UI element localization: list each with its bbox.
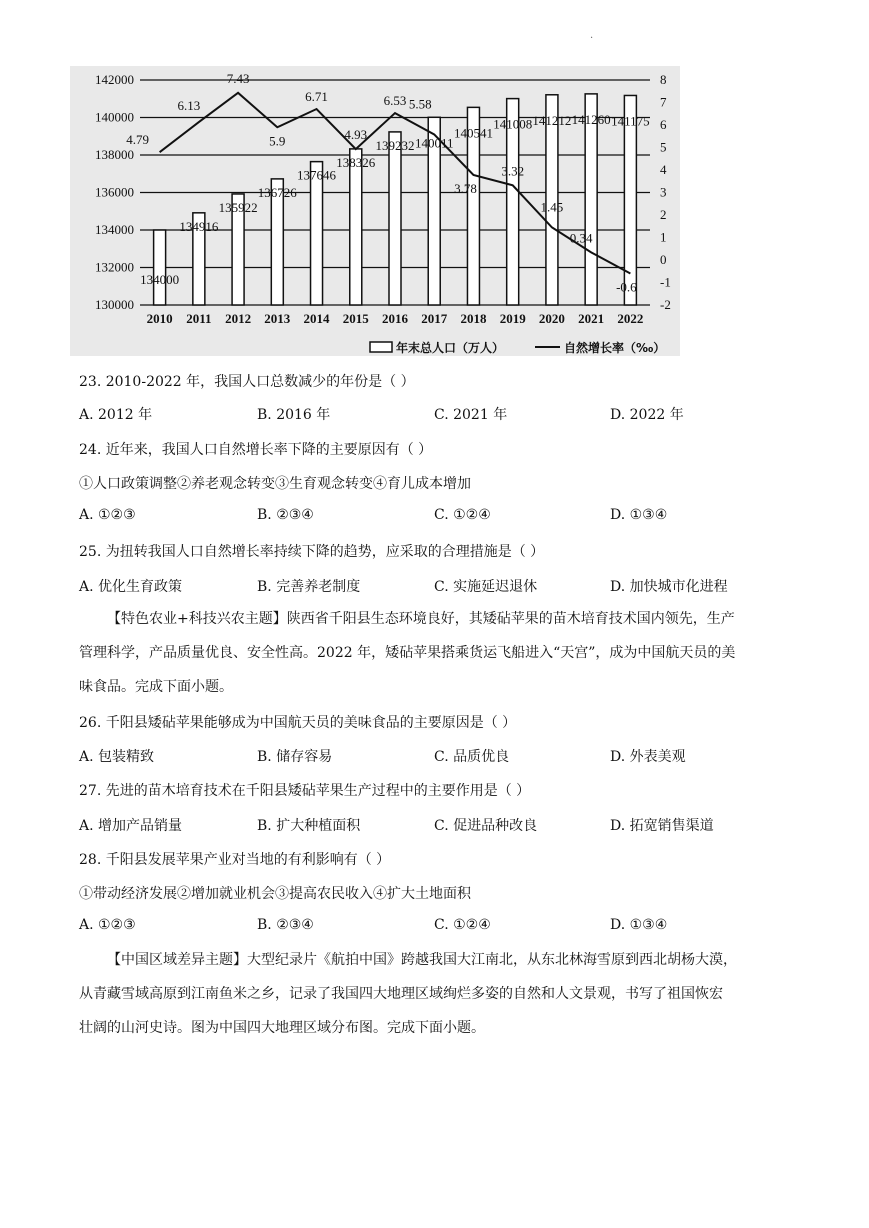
- q28-option-d[interactable]: D. ①③④: [610, 917, 668, 933]
- q27-options: [79, 815, 839, 835]
- q23-option-a[interactable]: A. 2012 年: [79, 407, 153, 423]
- x-tick-label: 2019: [499, 311, 526, 326]
- y-right-tick-label: -1: [660, 274, 671, 290]
- q23-option-d[interactable]: D. 2022 年: [610, 407, 684, 423]
- bar-value-label: 140011: [414, 135, 454, 151]
- legend-line-label: 自然增长率（‰）: [564, 341, 666, 355]
- q27-stem: 27. 先进的苗木培育技术在千阳县矮砧苹果生产过程中的主要作用是（ ）: [79, 783, 531, 799]
- q26-options: [79, 746, 839, 766]
- q23-option-b[interactable]: B. 2016 年: [257, 407, 331, 423]
- x-tick-label: 2022: [617, 311, 644, 326]
- y-left-tick-label: 134000: [95, 222, 134, 237]
- q27-option-c[interactable]: C. 促进品种改良: [434, 818, 538, 834]
- bar-value-label: 135922: [218, 199, 258, 215]
- bar-value-label: 138326: [336, 154, 376, 170]
- y-right-tick-label: 2: [660, 207, 667, 222]
- line-value-label: 4.79: [126, 132, 149, 148]
- population-bar: [154, 230, 166, 305]
- y-right-tick-label: -2: [660, 297, 671, 312]
- q24-stem: 24. 近年来，我国人口自然增长率下降的主要原因有（ ）: [79, 442, 433, 458]
- line-value-label: 6.13: [177, 98, 201, 114]
- q23-options: [79, 404, 839, 424]
- q24-option-a[interactable]: A. ①②③: [79, 507, 136, 523]
- q26-option-b[interactable]: B. 储存容易: [257, 749, 333, 765]
- line-value-label: 6.71: [305, 89, 328, 105]
- y-right-tick-label: 3: [660, 184, 667, 200]
- x-tick-label: 2014: [303, 311, 330, 326]
- line-value-label: 5.9: [269, 133, 286, 149]
- q25-option-c[interactable]: C. 实施延迟退休: [434, 579, 538, 595]
- bar-value-label: 137646: [297, 167, 337, 183]
- bar-value-label: 134916: [179, 218, 219, 234]
- x-tick-label: 2017: [421, 311, 448, 326]
- y-right-tick-label: 6: [660, 117, 667, 132]
- q23-stem: 23. 2010-2022 年，我国人口总数减少的年份是（ ）: [79, 374, 415, 390]
- q25-options: [79, 576, 839, 596]
- legend-bar-label: 年末总人口（万人）: [396, 341, 505, 355]
- line-value-label: 6.53: [383, 93, 407, 109]
- passage-agriculture-line3: 味食品。完成下面小题。: [79, 679, 233, 695]
- line-value-label: 3.78: [454, 180, 477, 196]
- y-right-tick-label: 7: [660, 94, 667, 110]
- q26-option-a[interactable]: A. 包装精致: [79, 749, 155, 765]
- population-bar: [311, 162, 323, 305]
- y-right-tick-label: 1: [660, 229, 667, 245]
- q25-stem: 25. 为扭转我国人口自然增长率持续下降的趋势，应采取的合理措施是（ ）: [79, 544, 545, 560]
- line-value-label: -0.6: [616, 279, 637, 295]
- line-value-label: 5.58: [408, 96, 432, 112]
- passage-agriculture: [79, 602, 799, 704]
- q26-option-d[interactable]: D. 外表美观: [610, 749, 686, 765]
- bar-value-label: 141008: [493, 116, 533, 132]
- bar-value-label: 141175: [611, 113, 650, 129]
- bar-value-label: 140541: [453, 125, 493, 141]
- x-tick-label: 2011: [186, 311, 212, 326]
- population-chart: [70, 66, 680, 356]
- x-tick-label: 2021: [578, 311, 605, 326]
- line-value-label: 0.34: [569, 230, 593, 246]
- q28-stem: 28. 千阳县发展苹果产业对当地的有利影响有（ ）: [79, 852, 391, 868]
- legend-bar-swatch: [370, 342, 392, 352]
- x-tick-label: 2016: [382, 311, 408, 326]
- y-left-tick-label: 130000: [95, 297, 134, 312]
- q27-option-a[interactable]: A. 增加产品销量: [79, 818, 183, 834]
- q28-options: [79, 917, 839, 937]
- line-value-label: 3.32: [501, 163, 525, 179]
- x-tick-label: 2012: [225, 311, 252, 326]
- x-tick-label: 2010: [146, 311, 173, 326]
- q24-option-d[interactable]: D. ①③④: [610, 507, 668, 523]
- q28-option-a[interactable]: A. ①②③: [79, 917, 136, 933]
- line-value-label: 4.93: [344, 127, 368, 143]
- x-tick-label: 2020: [538, 311, 565, 326]
- q25-option-d[interactable]: D. 加快城市化进程: [610, 579, 728, 595]
- bar-value-label: 141212: [532, 112, 572, 128]
- passage-regions-line3: 壮阔的山河史诗。图为中国四大地理区域分布图。完成下面小题。: [79, 1020, 485, 1036]
- y-left-tick-label: 138000: [95, 147, 134, 162]
- q28-option-b[interactable]: B. ②③④: [257, 917, 314, 933]
- q25-option-b[interactable]: B. 完善养老制度: [257, 579, 361, 595]
- passage-regions-line1: 【中国区域差异主题】大型纪录片《航拍中国》跨越我国大江南北，从东北林海雪原到西北胡杨大漠，: [107, 952, 737, 968]
- line-value-label: 1.45: [540, 199, 564, 215]
- y-right-tick-label: 5: [660, 139, 667, 155]
- y-right-tick-label: 8: [660, 72, 667, 87]
- q27-option-b[interactable]: B. 扩大种植面积: [257, 818, 361, 834]
- passage-regions: [79, 943, 799, 1045]
- q24-option-b[interactable]: B. ②③④: [257, 507, 314, 523]
- population-bar: [350, 149, 362, 305]
- q27-option-d[interactable]: D. 拓宽销售渠道: [610, 818, 714, 834]
- y-left-tick-label: 142000: [95, 72, 134, 87]
- passage-agriculture-line2: 管理科学，产品质量优良、安全性高。2022 年，矮砧苹果搭乘货运飞船进入“天宫”，成为中国航天员的美: [79, 645, 736, 661]
- x-tick-label: 2015: [342, 311, 369, 326]
- population-bar: [389, 132, 401, 305]
- q24-options: [79, 507, 839, 527]
- header-mark: .: [590, 30, 594, 41]
- bar-value-label: 141260: [571, 111, 611, 127]
- y-right-tick-label: 0: [660, 252, 667, 267]
- y-right-tick-label: 4: [660, 162, 667, 177]
- q28-option-c[interactable]: C. ①②④: [434, 917, 491, 933]
- line-value-label: 7.43: [226, 70, 250, 86]
- x-tick-label: 2013: [264, 311, 291, 326]
- y-left-tick-label: 132000: [95, 259, 134, 275]
- bar-value-label: 136726: [257, 184, 297, 200]
- q26-option-c[interactable]: C. 品质优良: [434, 749, 510, 765]
- passage-regions-line2: 从青藏雪域高原到江南鱼米之乡，记录了我国四大地理区域绚烂多姿的自然和人文景观，书写了祖国恢宏: [79, 986, 723, 1002]
- q25-option-a[interactable]: A. 优化生育政策: [79, 579, 183, 595]
- q24-option-c[interactable]: C. ①②④: [434, 507, 491, 523]
- q28-items: ①带动经济发展②增加就业机会③提高农民收入④扩大土地面积: [79, 886, 471, 902]
- y-left-tick-label: 140000: [95, 109, 134, 125]
- q24-items: ①人口政策调整②养老观念转变③生育观念转变④育儿成本增加: [79, 476, 471, 492]
- bar-value-label: 139232: [375, 137, 415, 153]
- x-tick-label: 2018: [460, 311, 487, 326]
- passage-agriculture-line1: 【特色农业+科技兴农主题】陕西省千阳县生态环境良好，其矮砧苹果的苗木培育技术国内领先，生产: [107, 611, 735, 627]
- q26-stem: 26. 千阳县矮砧苹果能够成为中国航天员的美味食品的主要原因是（ ）: [79, 715, 517, 731]
- bar-value-label: 134000: [140, 272, 180, 287]
- y-left-tick-label: 136000: [95, 184, 134, 200]
- q23-option-c[interactable]: C. 2021 年: [434, 407, 508, 423]
